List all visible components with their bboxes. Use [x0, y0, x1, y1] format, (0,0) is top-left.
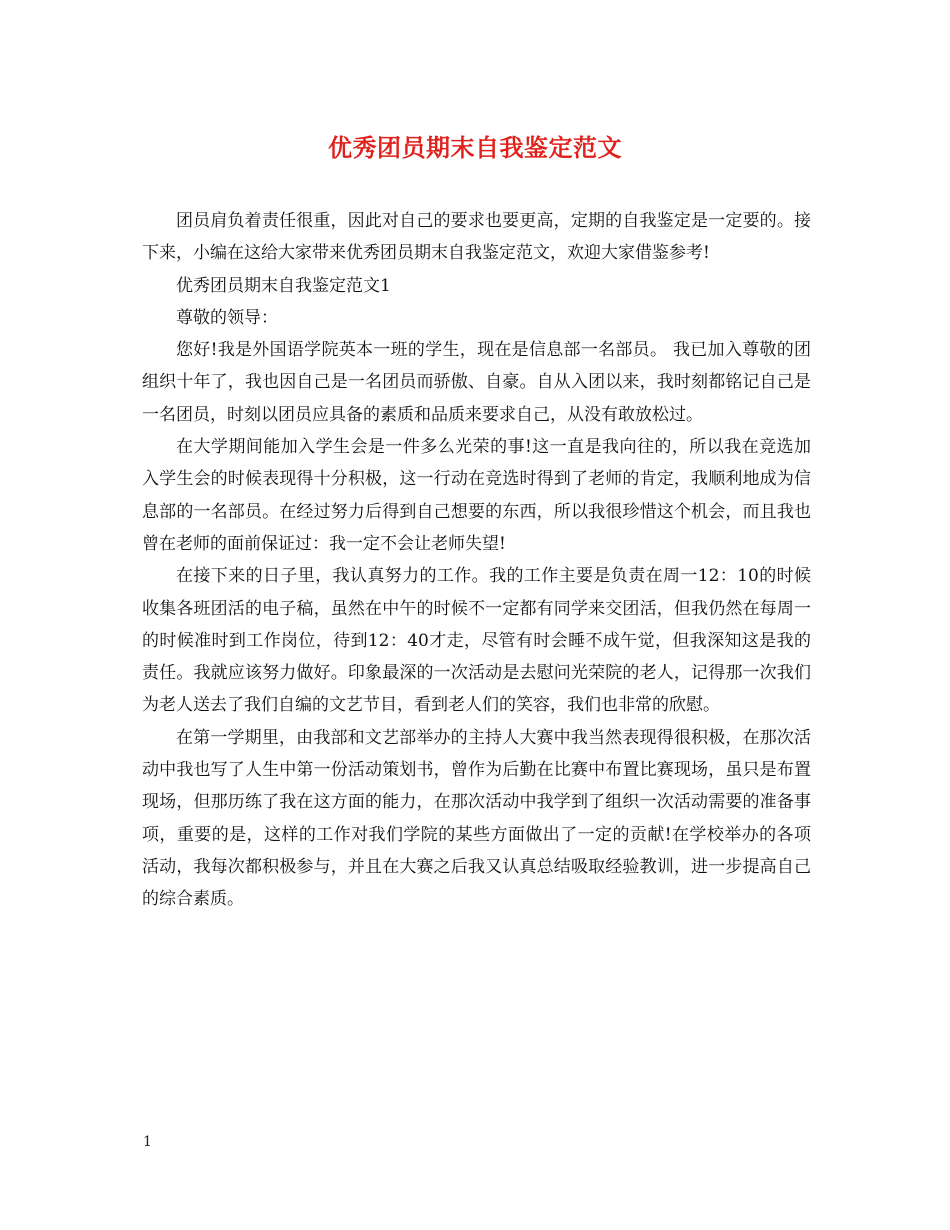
document-body — [142, 205, 811, 916]
page-number: 1 — [143, 1134, 152, 1150]
paragraph-intro: 团员肩负着责任很重，因此对自己的要求也要更高，定期的自我鉴定是一定要的。接下来，小编在这给大家带来优秀团员期末自我鉴定范文，欢迎大家借鉴参考! — [142, 211, 811, 264]
paragraph-student-union: 在大学期间能加入学生会是一件多么光荣的事!这一直是我向往的，所以我在竞选加入学生会的时候表现得十分积极，这一行动在竞选时得到了老师的肯定，我顺利地成为信息部的一名部员。在经过努力后得到自己想要的东西，所以我很珍惜这个机会，而且我也曾在老师的面前保证过：我一定不会让老师失望! — [142, 437, 811, 554]
paragraph-greeting: 您好!我是外国语学院英本一班的学生，现在是信息部一名部员。 我已加入尊敬的团组织十年了，我也因自己是一名团员而骄傲、自豪。自从入团以来，我时刻都铭记自己是一名团员，时刻以团员应具备的素质和品质来要求自己，从没有敢放松过。 — [142, 340, 811, 425]
document-title: 优秀团员期末自我鉴定范文 — [328, 133, 622, 162]
paragraph-salutation: 尊敬的领导： — [176, 307, 278, 328]
paragraph-work: 在接下来的日子里，我认真努力的工作。我的工作主要是负责在周一12：10的时候收集各班团活的电子稿，虽然在中午的时候不一定都有同学来交团活，但我仍然在每周一的时候准时到工作岗位，待到12：40才走，尽管有时会睡不成午觉，但我深知这是我的责任。我就应该努力做好。印象最深的一次活动是去慰问光荣院的老人，记得那一次我们为老人送去了我们自编的文艺节目，看到老人们的笑容，我们也非常的欣慰。 — [142, 566, 811, 716]
paragraph-first-semester: 在第一学期里，由我部和文艺部举办的主持人大赛中我当然表现得很积极，在那次活动中我也写了人生中第一份活动策划书，曾作为后勤在比赛中布置比赛现场，虽只是布置现场，但那历练了我在这方面的能力，在那次活动中我学到了组织一次活动需要的准备事项，重要的是，这样的工作对我们学院的某些方面做出了一定的贡献!在学校举办的各项活动，我每次都积极参与，并且在大赛之后我又认真总结吸取经验教训，进一步提高自己的综合素质。 — [142, 727, 811, 910]
paragraph-subtitle: 优秀团员期末自我鉴定范文1 — [176, 275, 391, 296]
